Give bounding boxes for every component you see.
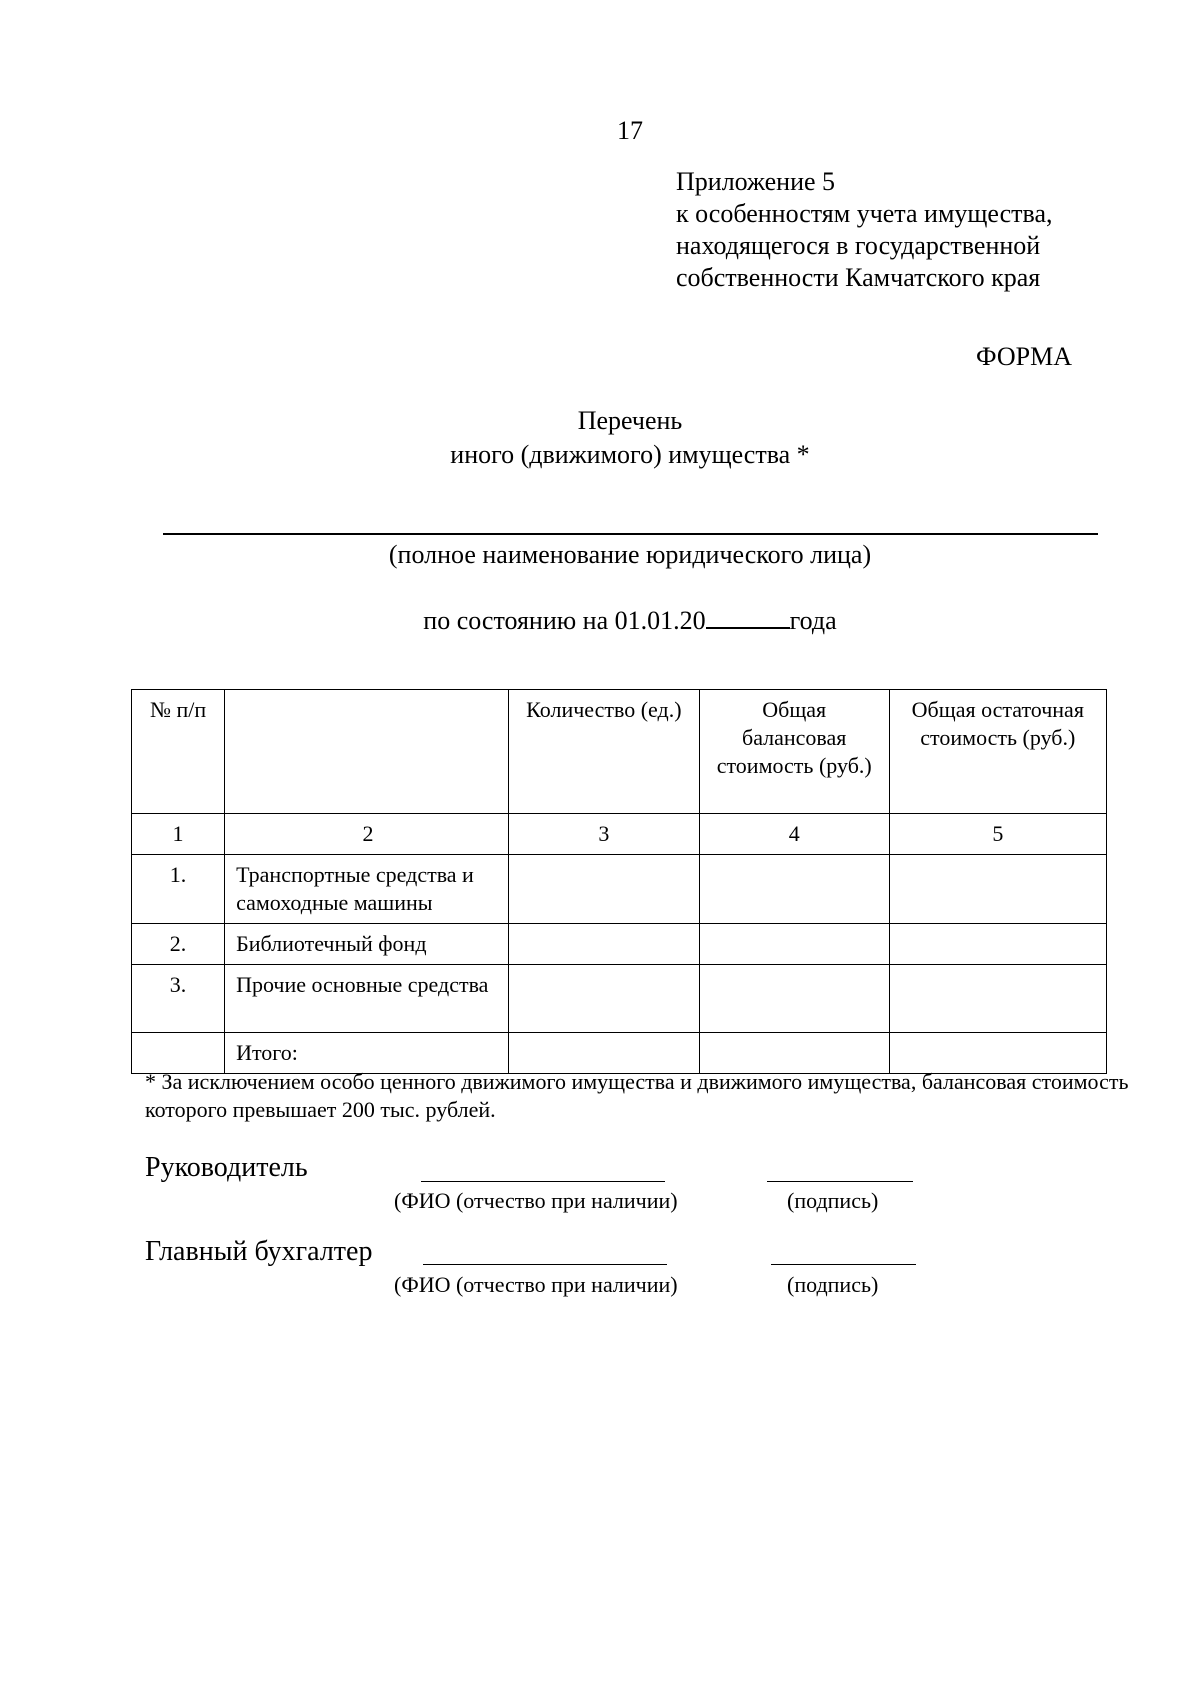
appendix-line: находящегося в государственной — [676, 231, 1041, 260]
legal-entity-name-line — [163, 533, 1098, 535]
row-residual-cell[interactable] — [889, 924, 1106, 965]
row-residual-cell[interactable] — [889, 855, 1106, 924]
table-row — [132, 965, 1107, 1033]
row-number: 1. — [132, 855, 225, 924]
header-quantity: Количество (ед.) — [508, 690, 699, 814]
header-residual-value: Общая остаточная стоимость (руб.) — [889, 690, 1106, 814]
header-number: № п/п — [132, 690, 225, 814]
row-name: Прочие основные средства — [225, 965, 509, 1033]
footnote: * За исключением особо ценного движимого имущества и движимого имущества, балансовая стоимость которого превышает 200 тыс. рублей. — [145, 1069, 1129, 1122]
signature-title-accountant: Главный бухгалтер — [145, 1236, 373, 1267]
fio-caption-accountant: (ФИО (отчество при наличии) — [394, 1272, 678, 1297]
row-number: 3. — [132, 965, 225, 1033]
row-balance-cell[interactable] — [699, 965, 889, 1033]
fio-caption-head: (ФИО (отчество при наличии) — [394, 1188, 678, 1213]
row-residual-cell[interactable] — [889, 965, 1106, 1033]
row-balance-cell[interactable] — [699, 855, 889, 924]
row-name: Транспортные средства и самоходные машины — [225, 855, 509, 924]
row-balance-cell[interactable] — [699, 924, 889, 965]
table-row — [132, 855, 1107, 924]
signature-line-accountant[interactable] — [771, 1264, 916, 1265]
column-number: 1 — [132, 814, 225, 855]
page-number: 17 — [617, 116, 643, 145]
header-balance-value: Общая балансовая стоимость (руб.) — [699, 690, 889, 814]
appendix-line: к особенностям учета имущества, — [676, 199, 1053, 228]
column-number: 4 — [699, 814, 889, 855]
column-number: 5 — [889, 814, 1106, 855]
table-header-row — [132, 690, 1107, 814]
legal-entity-name-caption: (полное наименование юридического лица) — [388, 540, 872, 569]
row-name: Библиотечный фонд — [225, 924, 509, 965]
sign-caption-head: (подпись) — [787, 1188, 879, 1213]
table-row — [132, 924, 1107, 965]
title-line-2: иного (движимого) имущества * — [450, 440, 810, 469]
document-title — [0, 404, 1200, 472]
form-label: ФОРМА — [976, 342, 1072, 371]
signature-line-head[interactable] — [767, 1181, 913, 1182]
row-quantity-cell[interactable] — [508, 924, 699, 965]
title-line-1: Перечень — [577, 406, 683, 435]
row-number: 2. — [132, 924, 225, 965]
appendix-line: Приложение 5 — [676, 167, 836, 196]
signature-title-head: Руководитель — [145, 1152, 308, 1183]
fio-line-head[interactable] — [421, 1181, 665, 1182]
year-blank — [706, 605, 790, 629]
as-of-date-prefix: по состоянию на 01.01.20 — [423, 606, 706, 635]
fio-line-accountant[interactable] — [423, 1264, 667, 1265]
header-name — [225, 690, 509, 814]
appendix-block — [676, 166, 1052, 294]
row-name: Итого: — [225, 1033, 509, 1074]
sign-caption-accountant: (подпись) — [787, 1272, 879, 1297]
appendix-line: собственности Камчатского края — [676, 263, 1041, 292]
column-number: 2 — [225, 814, 509, 855]
row-quantity-cell[interactable] — [508, 965, 699, 1033]
row-quantity-cell[interactable] — [508, 855, 699, 924]
property-table — [131, 689, 1107, 1074]
column-number-row — [132, 814, 1107, 855]
as-of-date-line — [0, 605, 1200, 636]
column-number: 3 — [508, 814, 699, 855]
as-of-date-suffix: года — [789, 606, 837, 635]
